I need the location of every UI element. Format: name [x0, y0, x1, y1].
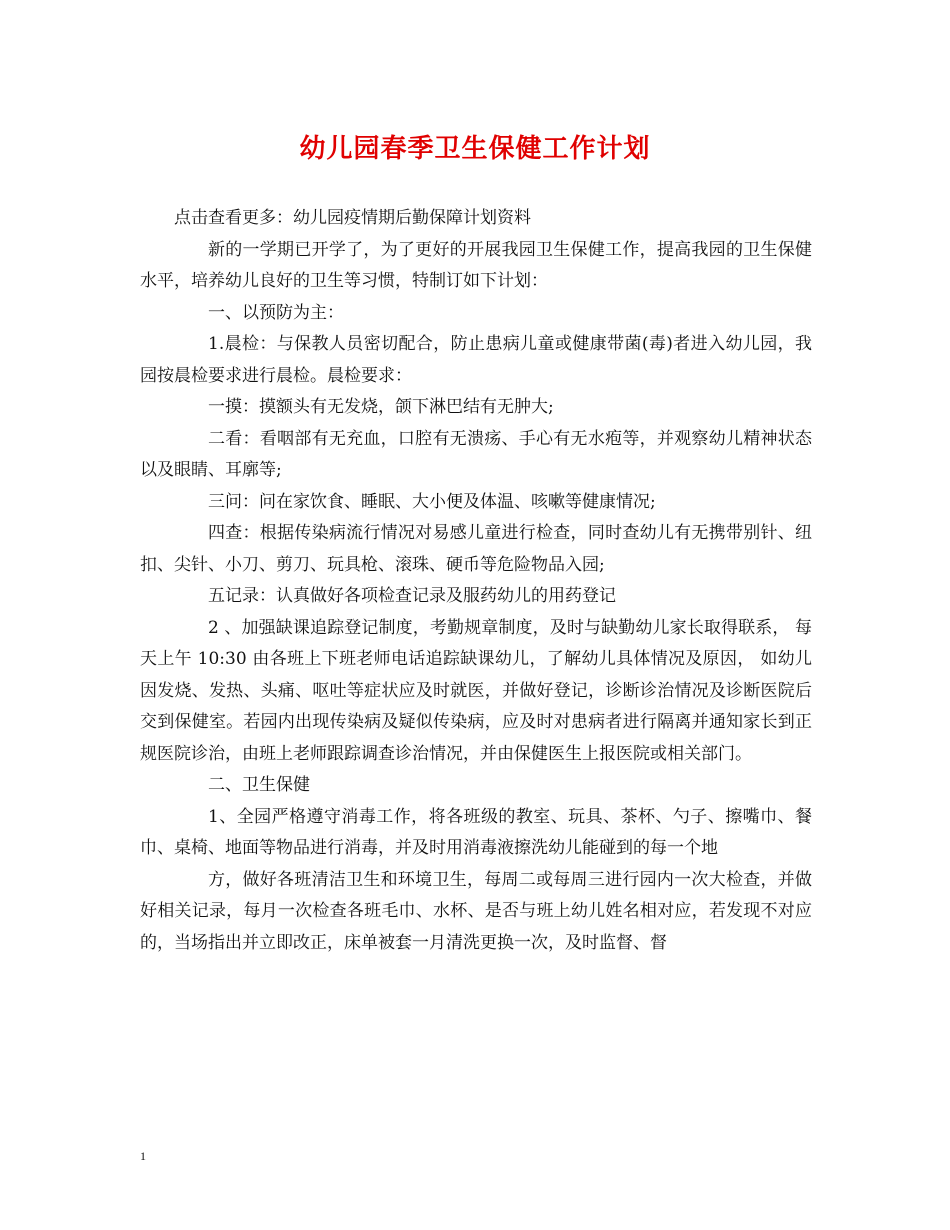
page-number: 1 — [140, 1149, 146, 1163]
paragraph-intro: 新的一学期已开学了，为了更好的开展我园卫生保健工作，提高我园的卫生保健水平，培养幼儿良好的卫生等习惯，特制订如下计划： — [140, 239, 812, 291]
paragraph-cleaning: 方，做好各班清洁卫生和环境卫生，每周二或每周三进行园内一次大检查，并做好相关记录，每月一次检查各班毛巾、水杯、是否与班上幼儿姓名相对应，若发现不对应的，当场指出并立即改正，床单被套一月清洗更换一次，及时监督、督 — [140, 869, 812, 953]
document-title: 幼儿园春季卫生保健工作计划 — [299, 134, 651, 164]
heading-hygiene: 二、卫生保健 — [208, 775, 310, 795]
heading-prevention: 一、以预防为主： — [208, 302, 344, 323]
paragraph-record: 五记录：认真做好各项检查记录及服药幼儿的用药登记 — [208, 586, 616, 606]
paragraph-disinfection: 1、全园严格遵守消毒工作，将各班级的教室、玩具、茶杯、勺子、擦嘴巾、餐巾、桌椅、地面等物品进行消毒，并及时用消毒液擦洗幼儿能碰到的每一个地 — [140, 806, 812, 858]
more-info-link[interactable]: 点击查看更多：幼儿园疫情期后勤保障计划资料 — [174, 208, 531, 228]
paragraph-ask: 三问：问在家饮食、睡眠、大小便及体温、咳嗽等健康情况; — [208, 491, 656, 512]
paragraph-morning-check: 1.晨检：与保教人员密切配合，防止患病儿童或健康带菌(毒)者进入幼儿园，我园按晨检要求进行晨检。晨检要求： — [140, 334, 812, 386]
document-body — [140, 203, 812, 959]
paragraph-attendance: 2 、加强缺课追踪登记制度，考勤规章制度，及时与缺勤幼儿家长取得联系， 每天上午 10:30 由各班上下班老师电话追踪缺课幼儿，了解幼儿具体情况及原因， 如幼儿因发烧、发热、头痛、呕吐等症状应及时就医，并做好登记，诊断诊治情况及诊断医院后交到保健室。若园内出现传染病及疑似传染病，应及时对患病者进行隔离并通知家长到正规医院诊治，由班上老师跟踪调查诊治情况，并由保健医生上报医院或相关部门。 — [140, 617, 812, 764]
paragraph-touch: 一摸：摸额头有无发烧，颌下淋巴结有无肿大; — [208, 397, 554, 417]
paragraph-look: 二看：看咽部有无充血，口腔有无溃疡、手心有无水疱等，并观察幼儿精神状态以及眼睛、耳廓等; — [140, 428, 812, 480]
paragraph-check: 四查：根据传染病流行情况对易感儿童进行检查，同时查幼儿有无携带别针、纽扣、尖针、小刀、剪刀、玩具枪、滚珠、硬币等危险物品入园; — [140, 523, 812, 575]
